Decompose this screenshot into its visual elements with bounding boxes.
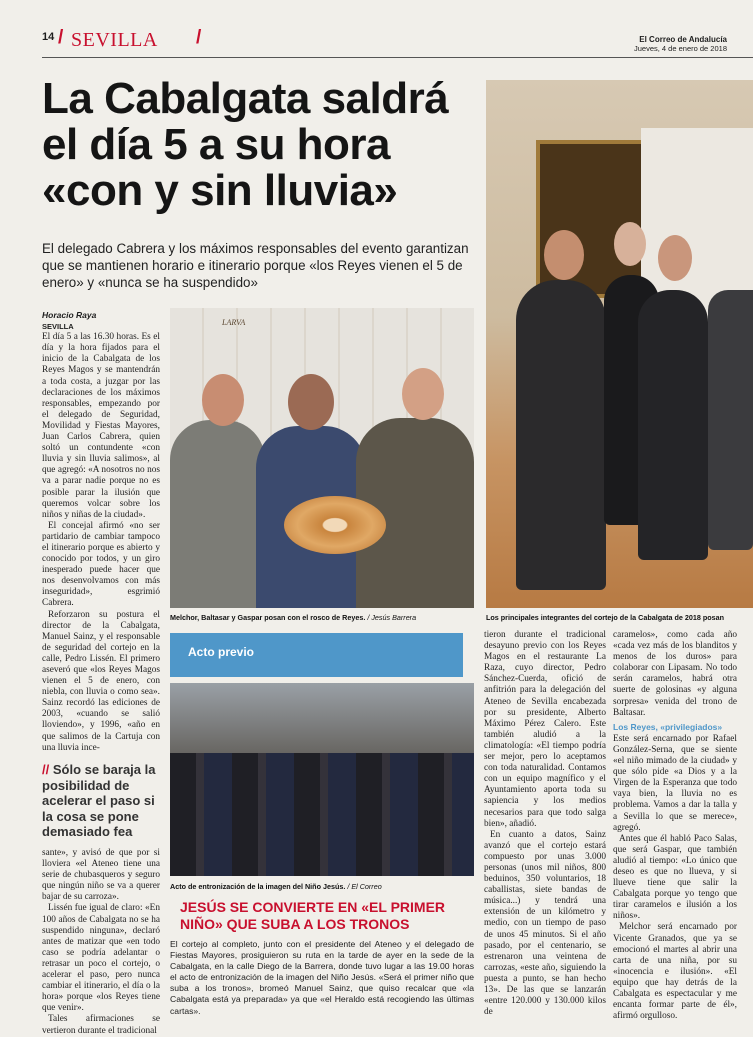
sidebar-headline: JESÚS SE CONVIERTE EN «EL PRIMER NIÑO» QUE SUBA A LOS TRONOS	[180, 899, 446, 932]
byline-location: SEVILLA	[42, 322, 74, 332]
pull-quote	[42, 762, 162, 840]
person-1-head	[544, 230, 584, 280]
paragraph: El concejal afirmó «no ser partidario de cambiar tampoco el itinerario porque es abierto y conocido por todos, y un giro inesperado puede hacer que nos desenvolvamos con más inseguridad», esgrimió Cabrera.	[42, 520, 160, 609]
backdrop-wordmark: LARVA	[222, 318, 246, 327]
headline-line-3: «con y sin lluvia»	[42, 166, 398, 215]
paragraph: Melchor será encarnado por Vicente Granados, que ya se emocionó el martes al abrir una carta de una niña, por su «inocencia e ilusión». «El equipo que hay detrás de la Cabalgata es espectacular y me encanta formar parte de él», afirmó orgulloso.	[613, 922, 737, 1022]
byline-author: Horacio Raya	[42, 310, 97, 320]
section-name: SEVILLA	[71, 29, 158, 51]
paragraph: sante», y avisó de que por si lloviera «el Ateneo tiene una serie de chubasqueros y seguro que ningún niño se va a querer bajar de su carroza».	[42, 848, 160, 903]
paragraph: caramelos», como cada año «cada vez más de los blanditos y menos de los duros» para colaborar con Lipasam. No todo serán caramelos, habrá otra suerte de golosinas «y alguna sorpresa» venida del trono de Baltasar.	[613, 630, 737, 718]
crowd	[170, 753, 474, 876]
paragraph: Antes que él habló Paco Salas, que será Gaspar, que también aludió al tiempo: «Lo único que deseo es que no llueva, y si llueve tiene que salir la Cabalgata porque yo tengo que tirar caramelos e ilusión a los niños».	[613, 833, 737, 922]
group-photo	[486, 80, 753, 608]
sidebar-label-text: Acto previo	[188, 645, 255, 659]
reyes-photo-caption	[170, 613, 416, 622]
person-3-head	[658, 235, 692, 281]
section-slash-right: /	[196, 27, 202, 48]
article-column-3	[484, 630, 606, 1018]
person-2-head	[614, 222, 646, 266]
sidebar-body: El cortejo al completo, junto con el presidente del Ateneo y el delegado de Fiestas Mayores, prosiguieron su ruta en la tarde de ayer en la sede de la Cabalgata, en la calle Diego de la Barrera, donde tuvo lugar a las 19.00 horas el acto de entronización de la imagen del Niño Jesús. «Será el primer niño que suba a los tronos», bromeó Manuel Sainz, que quiso recalcar que «la Cabalgata está ya preparada» ya que «el Heraldo está recogiendo las últimas cartas».	[170, 939, 474, 1016]
acto-photo-caption	[170, 882, 382, 891]
baltasar-head	[288, 374, 334, 430]
acto-photo	[170, 683, 474, 876]
pull-quote-mark: //	[42, 762, 50, 777]
article-column-1-cont	[42, 848, 160, 1037]
header-rule	[42, 57, 753, 58]
reyes-photo	[170, 308, 474, 608]
page-number: 14	[42, 31, 55, 43]
melchor-head	[202, 374, 244, 426]
paragraph: Reforzaron su postura el director de la Cabalgata, Manuel Sainz, y el responsable de seguridad del cortejo en la calle, Pedro Lissén. El primero aseveró que «los Reyes Magos vienen el 5 de enero, con niebla, con lluvia o como sea». Sainz recordó las ediciones de 2003, «cuando se salió lloviendo», y 1996, «año en que salimos de la Cartuja con una lluvia ince-	[42, 609, 160, 753]
lead-paragraph: El día 5 a las 16.30 horas. Es el día y la hora fijados para el inicio de la Cabalgata de los Reyes Magos y se mantendrán a toda costa, a juzgar por las declaraciones de los máximos responsables, empezando por el delegado de Seguridad, Movilidad y Fiestas Mayores, Juan Carlos Cabrera, quien soltó un contundente «con lluvia y sin lluvia salimos», al que agregó: «A nosotros no nos va a parar nadie porque no es posible parar la ilusión que queremos volcar sobre los niños y niñas de la ciudad».	[42, 332, 160, 520]
deck: El delegado Cabrera y los máximos responsables del evento garantizan que se mantienen horario e itinerario porque «los Reyes vienen el 5 de enero» y «nunca se ha suspendido»	[42, 241, 469, 290]
paragraph: tieron durante el tradicional desayuno previo con los Reyes Magos en el restaurante La Raza, cuyo director, Pedro Sánchez-Cuerda, ofició de anfitrión para la delegación del Ateneo de Sevilla encabezada por su presidente, Alberto Máximo Pérez Calero. Este también aludió a la climatología: «El tiempo podría ser mejor, pero lo aceptamos con toda naturalidad. Contamos con un equipo magnífico y el Ayuntamiento aporta toda su sapiencia y los medios necesarios para que todo salga bien», añadió.	[484, 630, 606, 829]
newspaper-name: El Correo de Andalucía	[639, 35, 727, 44]
section-slash-left: /	[58, 27, 64, 48]
gaspar-head	[402, 368, 444, 420]
article-column-1	[42, 310, 160, 754]
headline-line-1: La Cabalgata saldrá	[42, 74, 449, 123]
person-1	[516, 280, 606, 590]
reyes-caption-text: Melchor, Baltasar y Gaspar posan con el rosco de Reyes.	[170, 613, 366, 622]
group-photo-caption: Los principales integrantes del cortejo de la Cabalgata de 2018 posan	[486, 613, 725, 622]
subheading: Los Reyes, «privilegiados»	[613, 721, 723, 732]
paragraph: Este será encarnado por Rafael González-Serna, que se siente «el niño mimado de la ciudad» y que sólo pide «a Dios y a la Virgen de la Esperanza que todo vaya bien, la lluvia no es problema. Vamos a dar la talla y a Sevilla lo que se merece», agregó.	[613, 733, 737, 833]
person-3	[638, 290, 708, 560]
headline-line-2: el día 5 a su hora	[42, 120, 391, 169]
paragraph: Tales afirmaciones se vertieron durante el tradicional	[42, 1014, 160, 1036]
melchor-figure	[170, 420, 265, 608]
article-column-4	[613, 630, 737, 1022]
page-header	[0, 0, 753, 62]
paragraph: Lissén fue igual de claro: «En 100 años de Cabalgata no se ha suspendido ninguna», declaró antes de matizar que «en todo caso se podría adelantar o retrasar un poco el cortejo, o acelerar el paso, pero nunca cambiar el itinerario, el día o la hora» porque «los Reyes tiene que venir».	[42, 903, 160, 1014]
rosco-de-reyes	[284, 496, 386, 554]
acto-caption-credit: / El Correo	[347, 882, 382, 891]
paragraph: En cuanto a datos, Sainz avanzó que el cortejo estará compuesto por unas 3.000 personas (unos mil niños, 800 beduinos, 350 voluntarios, 18 caballistas, siete bandas de música...) y tendrá una extensión de un kilómetro y medio, con un tiempo de paso de unos 45 minutos. Si el año pasado, por el centenario, se estrenaron una veintena de carrozas, «este año, siguiendo la puesta a punto, se han hecho 13». De las que se lanzarán «entre 120.000 y 130.000 kilos de	[484, 829, 606, 1018]
acto-caption-text: Acto de entronización de la imagen del Niño Jesús.	[170, 882, 346, 891]
pull-quote-text: Sólo se baraja la posibilidad de acelerar el paso si la cosa se pone demasiado fea	[42, 762, 156, 839]
sidebar-label	[170, 633, 463, 677]
reyes-caption-credit: / Jesús Barrera	[367, 613, 417, 622]
issue-date: Jueves, 4 de enero de 2018	[634, 44, 727, 53]
person-4	[708, 290, 753, 550]
headline	[42, 76, 482, 214]
